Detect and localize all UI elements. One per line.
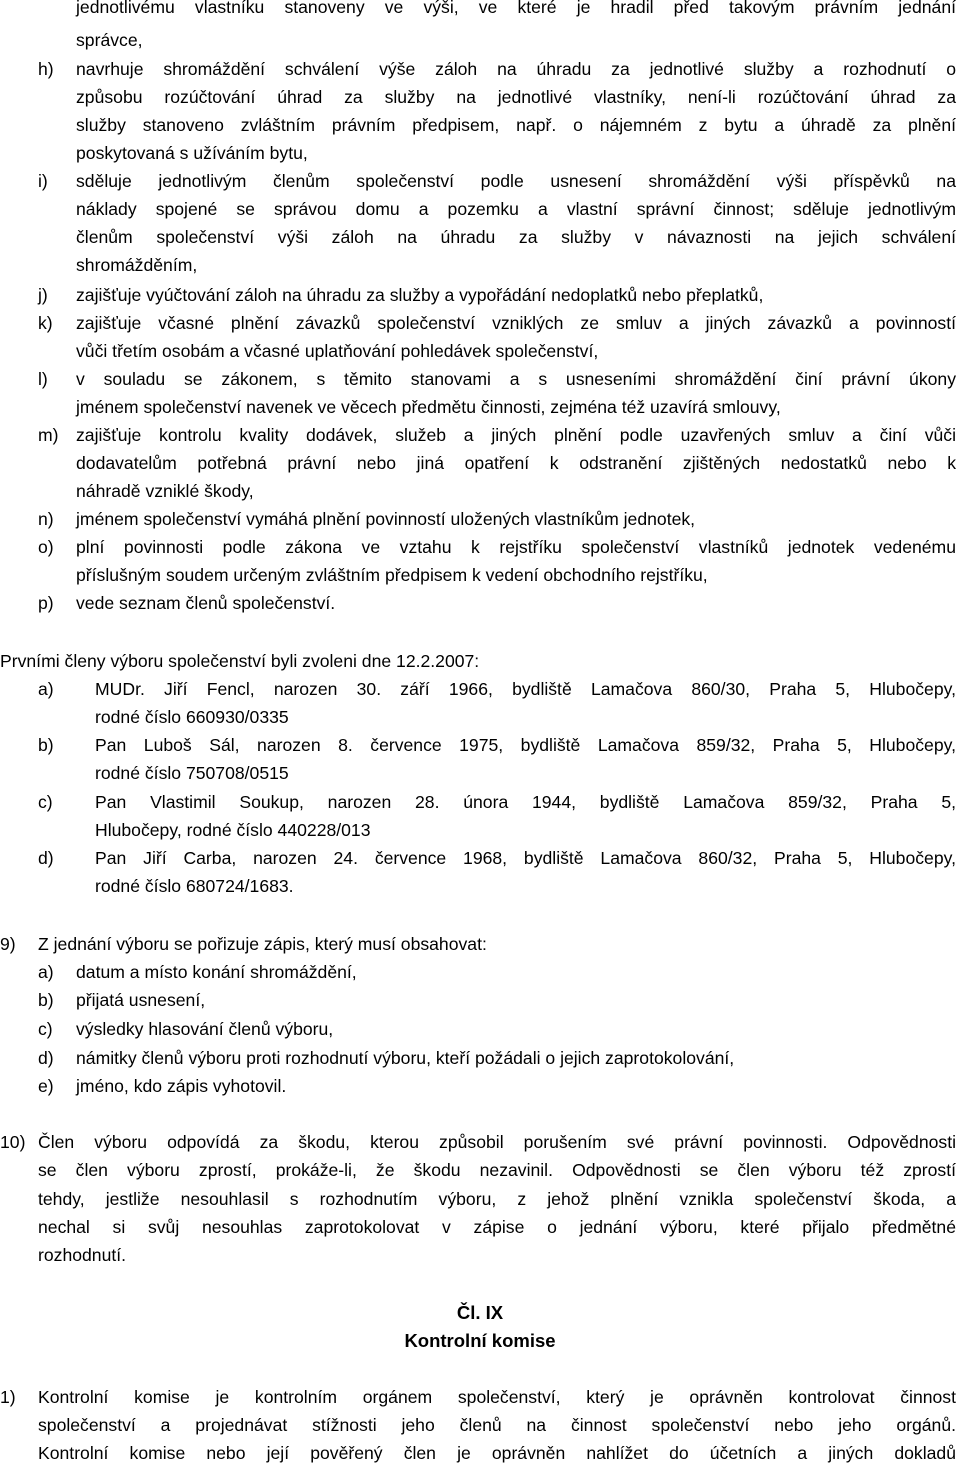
text-line: vůči třetím osobám a včasné uplatňování pohledávek společenství, [76,341,599,361]
list-label: m) [38,425,59,445]
text-line: způsobu rozúčtování úhrad za služby na jednotlivé vlastníky, není-li rozúčtování úhrad za [76,87,956,107]
text-line: plní povinnosti podle zákona ve vztahu k rejstříku společenství vlastníků jednotek vedenému [76,537,956,557]
text-line: náklady spojené se správou domu a pozemku a vlastní správní činnost; sděluje jednotlivým [76,199,956,219]
list-label: a) [38,962,54,982]
list-item: přijatá usnesení, [76,990,206,1010]
list-label: n) [38,509,54,529]
text-line: vede seznam členů společenství. [76,593,336,613]
list-item: datum a místo konání shromáždění, [76,962,357,982]
text-line: nechal si svůj nesouhlas zaprotokolovat v zápise o jednání výboru, které přijalo předmětné [38,1217,956,1237]
list-label: h) [38,59,54,79]
list-label: o) [38,537,54,557]
text-line: Hlubočepy, rodné číslo 440228/013 [95,820,371,840]
text-line: navrhuje shromáždění schválení výše záloh na úhradu za jednotlivé služby a rozhodnutí o [76,59,956,79]
text-line: členům společenství výši záloh na úhradu za služby v návaznosti na jejich schválení [76,227,956,247]
text-line: společenství a projednávat stížnosti jeho členů na činnost společenství nebo jeho orgánů. [38,1415,956,1435]
list-label: l) [38,369,48,389]
text-line: Pan Jiří Carba, narozen 24. července 1968, bydliště Lamačova 860/32, Praha 5, Hlubočepy, [95,848,956,868]
list-label: d) [38,848,54,868]
chapter-number: Čl. IX [456,1302,504,1323]
text-line: MUDr. Jiří Fencl, narozen 30. září 1966, bydliště Lamačova 860/30, Praha 5, Hlubočepy, [95,679,956,699]
section-number: 9) [0,934,16,954]
text-line: zajišťuje vyúčtování záloh na úhradu za služby a vypořádání nedoplatků nebo přeplatků, [76,285,764,305]
list-label: c) [38,1019,53,1039]
text-line: správce, [76,30,143,50]
text-line: Člen výboru odpovídá za škodu, kterou způsobil porušením své právní povinnosti. Odpovědnosti [38,1132,956,1152]
text-line: zajišťuje kontrolu kvality dodávek, služeb a jiných plnění podle uzavřených smluv a činí vůči [76,425,956,445]
list-item: námitky členů výboru proti rozhodnutí výboru, kteří požádali o jejich zaprotokolování, [76,1048,735,1068]
text-line: rozhodnutí. [38,1245,127,1265]
section-number: 10) [0,1132,26,1152]
text-line: se člen výboru zprostí, prokáže-li, že škodu nezavinil. Odpovědnosti se člen výboru též zprostí [38,1160,956,1180]
list-label: a) [38,679,54,699]
text-line: jménem společenství vymáhá plnění povinností uložených vlastníkům jednotek, [76,509,696,529]
text-line: rodné číslo 750708/0515 [95,763,289,783]
members-intro: Prvními členy výboru společenství byli zvoleni dne 12.2.2007: [0,651,480,671]
text-line: jednotlivému vlastníku stanoveny ve výši, ve které je hradil před takovým právním jednání [76,0,956,17]
text-line: sděluje jednotlivým členům společenství podle usnesení shromáždění výši příspěvků na [76,171,956,191]
text-line: v souladu se zákonem, s těmito stanovami a s usneseními shromáždění činí právní úkony [76,369,956,389]
text-line: služby stanoveno zvláštním právním předpisem, např. o nájemném z bytu a úhradě za plnění [76,115,956,135]
text-line: Pan Vlastimil Soukup, narozen 28. února 1944, bydliště Lamačova 859/32, Praha 5, [95,792,956,812]
text-line: příslušným soudem určeným zvláštním předpisem k vedení obchodního rejstříku, [76,565,708,585]
text-line: jménem společenství navenek ve věcech předmětu činnosti, zejména též uzavírá smlouvy, [76,397,781,417]
text-line: poskytovaná s užíváním bytu, [76,143,308,163]
list-label: i) [38,171,48,191]
list-label: k) [38,313,53,333]
text-line: tehdy, jestliže nesouhlasil s rozhodnutím výboru, z jehož plnění vznikla společenství škoda, a [38,1189,956,1209]
text-line: zajišťuje včasné plnění závazků společenství vzniklých ze smluv a jiných závazků a povinností [76,313,956,333]
list-label: b) [38,735,54,755]
chapter-title: Kontrolní komise [404,1330,556,1351]
text-line: Kontrolní komise nebo její pověřený člen je oprávněn nahlížet do účetních a jiných dokladů [38,1443,956,1463]
list-label: b) [38,990,54,1010]
list-label: d) [38,1048,54,1068]
text-line: Kontrolní komise je kontrolním orgánem společenství, který je oprávněn kontrolovat činnost [38,1387,956,1407]
list-item: jméno, kdo zápis vyhotovil. [76,1076,287,1096]
text-line: Pan Luboš Sál, narozen 8. července 1975, bydliště Lamačova 859/32, Praha 5, Hlubočepy, [95,735,956,755]
list-label: p) [38,593,54,613]
section-intro: Z jednání výboru se pořizuje zápis, který musí obsahovat: [38,934,487,954]
text-line: náhradě vzniklé škody, [76,481,254,501]
list-label: c) [38,792,53,812]
list-item: výsledky hlasování členů výboru, [76,1019,334,1039]
list-label: j) [38,285,48,305]
text-line: rodné číslo 680724/1683. [95,876,294,896]
text-line: rodné číslo 660930/0335 [95,707,289,727]
text-line: dodavatelům potřebná právní nebo jiná opatření k odstranění zjištěných nedostatků nebo k [76,453,956,473]
text-line: shromážděním, [76,255,198,275]
section-number: 1) [0,1387,16,1407]
list-label: e) [38,1076,54,1096]
